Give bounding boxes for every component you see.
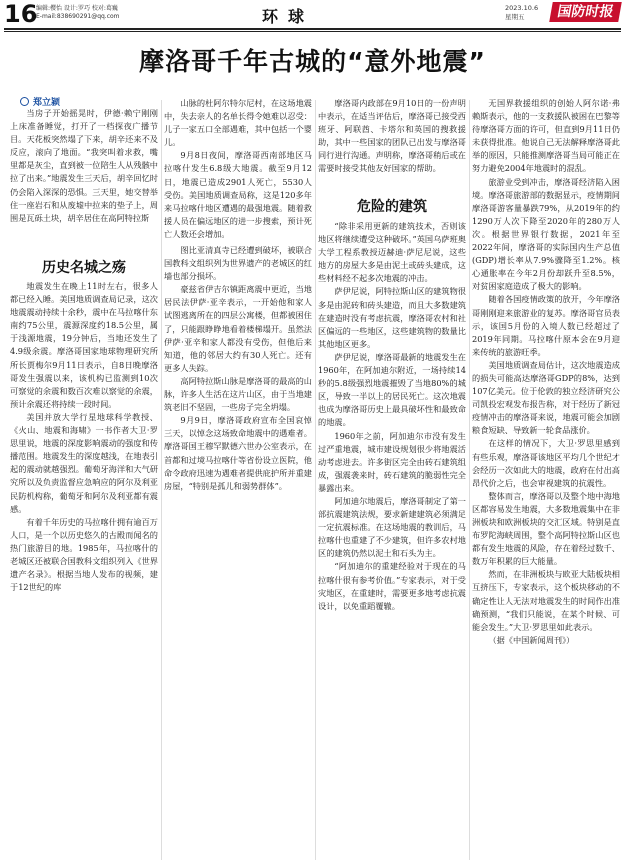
page-number: 16 — [4, 0, 38, 28]
author-name: 郑立颍 — [33, 98, 61, 108]
paragraph: 整体而言，摩洛哥以及整个地中海地区都容易发生地震，大多数地震集中在非洲板块和欧洲板块的交汇区域。特别是直布罗陀海峡周围，整个高阿特拉斯山区也都有发生地震的风险，存在着经过数千、数万年积累的巨大能量。 — [472, 490, 620, 567]
newspaper-logo: 国防时报 — [549, 2, 622, 22]
paragraph: 高阿特拉斯山脉是摩洛哥的最高的山脉，许多人生活在这片山区，由于当地建筑老旧不坚固，一些房子完全坍塌。 — [164, 375, 312, 413]
column-2-body — [164, 244, 312, 860]
paragraph: 阿加迪尔地震后，摩洛哥制定了第一部抗震建筑法规，要求新建建筑必须满足一定抗震标准。在这场地震的教训后，马拉喀什也重建了不少建筑，但许多农村地区的建筑仍然以泥土和石头为主。 — [318, 495, 466, 559]
header-rule — [4, 28, 621, 30]
paragraph: 美国地质调查局估计，这次地震造成的损失可能高达摩洛哥GDP的8%，达到107亿美元。位于伦敦的独立经济研究公司凯投宏观发布报告称，对于经历了新冠疫情冲击的摩洛哥来说，地震可能会加剧粮食短缺、导致新一轮食品涨价。 — [472, 359, 620, 436]
editor-line: 编辑:樱怡 设计:罗巧 校对:葛巍 — [36, 5, 118, 12]
column-3-body — [318, 220, 466, 860]
column-2-top — [164, 97, 312, 239]
paragraph: 有着千年历史的马拉喀什拥有逾百万人口，是一个以历史悠久的古殿而闻名的热门旅游目的地。1985年，马拉喀什的老城区还被联合国教科文组织列入《世界遗产名录》。根据当地人发布的视频，建于12世纪的库 — [10, 516, 158, 593]
paragraph: 无国界救援组织的创始人阿尔诺·弗赖斯表示，他的一支救援队被困在巴黎等待摩洛哥方面的许可，但直到9月11日仍未获得批准。他说自己无法解释摩洛哥此举的原因，只能推测摩洛哥当局可能正在努力避免2004年地震时的混乱。 — [472, 98, 620, 174]
weekday-line: 星期五 — [505, 13, 525, 21]
paragraph: 地震发生在晚上11时左右，很多人都已经入睡。美国地质调查局记录，这次地震震动持续十余秒，震中在马拉喀什东南约75公里，震源深度约18.5公里，属于浅源地震，19分钟后，当地还发生了4.9级余震。摩洛哥国家地球物理研究所所长贾梅尔9月11日表示，自8日晚摩洛哥发生强震以来，该机构已监测到10次可察觉的余震和数百次难以察觉的余震，预计余震还将持续一段时间。 — [10, 281, 158, 409]
column-3-top — [318, 97, 466, 189]
paragraph: 摩洛哥内政部在9月10日的一份声明中表示，在适当评估后，摩洛哥已接受西班牙、阿联酋、卡塔尔和英国的搜救援助，其中一些国家的团队已出发与摩洛哥同行进行沟通。声明称，摩洛哥稍后或在需要时接受其他友好国家的帮助。 — [318, 98, 466, 174]
paragraph: 萨伊尼说，摩洛哥最新的地震发生在1960年，在阿加迪尔附近，一场持续14秒的5.8级强烈地震摧毁了当地80%的城区，导致一半以上的居民死亡。这次地震也成为摩洛哥历史上最具破坏性和最致命的地震。 — [318, 351, 466, 428]
editorial-credits — [36, 5, 120, 21]
paragraph: 山脉的杜阿尔特尔尼村，在这场地震中，失去亲人的名单长得令她难以忍受：儿子一家五口全部遇难，其中包括一个婴儿。 — [164, 98, 312, 148]
column-1-body — [10, 280, 158, 860]
column-divider — [315, 100, 316, 860]
column-4-body — [472, 97, 620, 860]
column-1-top — [10, 107, 158, 252]
paragraph: 1960年之前，阿加迪尔市没有发生过严重地震，城市建设规划很少将地震活动考虑进去。许多街区完全由砖石建筑组成，强震袭来时，砖石建筑的脆弱性完全暴露出来。 — [318, 430, 466, 493]
paragraph: 9月8日夜间，摩洛哥西南部地区马拉喀什发生6.8级大地震。截至9月12日，地震已造成2901人死亡，5530人受伤。美国地质调查局称，这是120多年来马拉喀什地区遭遇的最强地震。随着救援人员在偏远地区的进一步搜索，预计死亡人数还会增加。 — [164, 150, 312, 239]
paragraph: 9月9日，摩洛哥政府宣布全国哀悼三天，以悼念这场致命地震中的遇难者。摩洛哥国王穆罕默德六世办公室表示，在首都和过境马拉喀什等省份设立医院，他命令政府迅速为遇难者提供庇护所并重建房屋，“特别是孤儿和弱势群体”。 — [164, 415, 312, 491]
paragraph: “除非采用更新的建筑技术，否则该地区将继续遭受这种破坏。”英国乌萨班奥大学工程系教授迈赫迪·萨尼尼说，这些地方的房屋大多是由泥土或砖头建成，这些材料经不起多次地震的冲击。 — [318, 221, 466, 284]
email-line: E-mail:838690291@qq.com — [36, 13, 120, 20]
paragraph: “阿加迪尔的重建经验对于现在的马拉喀什很有参考价值。”专家表示，对于受灾地区，在重建时，需要更多地考虑抗震设计，以免重蹈覆辙。 — [318, 561, 466, 611]
section-title: 环球 — [262, 7, 315, 26]
paragraph: 当房子开始摇晃时，伊德·赖宁刚刚上床准备睡觉，打开了一档探夜广播节目。天花板突然塌了下来，胡辛还来不及反应，滚向了地面。“我突叫着求救，嘴里都是灰尘，直到被一位陪生人从残骸中拉了出来。”地震发生三天后，胡辛回忆时仍会陷入深深的恐惧。三天里，她交替举住一座岩石和从废墟中拉来的垫子上，周围是瓦砾土块，胡辛居住在高阿特拉斯 — [10, 108, 158, 223]
date-line: 2023.10.6 — [505, 4, 539, 12]
paragraph: 萨伊尼说，阿特拉斯山区的建筑物很多是由泥砖和砖头建造，而且大多数建筑在建造时没有考虑抗震，摩洛哥农村和社区偏远的一些地区，这些建筑物的数量比其他地区更多。 — [318, 286, 466, 349]
paragraph: （据《中国新闻周刊》） — [488, 634, 575, 645]
paragraph: 然而，在非洲板块与欧亚大陆板块相互挤压下，专家表示，这个板块移动的不确定性让人无法对地震发生的时间作出准确预测，“我们只能说，在某个时候、可能会发生。”大卫·罗思里如此表示。 — [472, 569, 620, 632]
column-divider — [469, 100, 470, 860]
issue-date — [505, 4, 538, 22]
paragraph: 图比亚清真寺已经遭到破坏，被联合国教科文组织列为世界遗产的老城区的红墙也部分损坏。 — [164, 245, 312, 282]
column-divider — [161, 100, 162, 860]
paragraph: 豪兹省伊吉尔镇距离震中更近，当地居民法伊萨·亚辛表示，一开始他和家人试图逃离所在的四层公寓楼，但都被困住了，只能跟睁睁地看着楼梯塌开。虽然法伊萨·亚辛和家人都没有受伤，但他后来知道，他的邻居大约有30人死亡。还有更多人失踪。 — [164, 284, 312, 373]
paragraph: 随着各国疫情政策的放开，今年摩洛哥刚刚迎来旅游业的复苏。摩洛哥官员表示，该国5月份的入境人数已经超过了2019年同期。马拉喀什原本会在9月迎来传统的旅游旺季。 — [472, 294, 620, 357]
subheading-history: 历史名城之殇 — [42, 260, 126, 276]
author-icon — [20, 97, 29, 106]
article-title: 摩洛哥千年古城的“意外地震” — [139, 47, 486, 76]
paragraph: 旅游业受到冲击，摩洛哥经济陷入困境。摩洛哥旅游部的数据显示，疫情期间摩洛哥游客量暴跌79%，从2019年的约1290万人次下降至2020年的280万人次。根据世界银行数据，2021年至2022年间，摩洛哥的实际国内生产总值(GDP)增长率从7.9%骤降至1.2%。核心通胀率在今年2月份却跃升至8.5%，对贫困家庭造成了极大的影响。 — [472, 176, 620, 292]
subheading-buildings: 危险的建筑 — [357, 199, 427, 215]
page-header — [0, 0, 625, 28]
paragraph: 美国并放大学行星地球科学教授、《火山、地震和海啸》一书作者大卫·罗思里说，地震的深度影响震动的强度和传播范围。地震发生的深度越浅，在地表引起的震动就越强烈。葡萄牙海洋和大气研究所以及负责监督应急响应的阿尔及利亚民防机构称，葡萄牙和阿尔及利亚都有震感。 — [10, 411, 158, 514]
header-rule-thin — [4, 31, 621, 32]
paragraph: 在这样的情况下，大卫·罗思里感到有些乐观，摩洛哥该地区平均几个世纪才会经历一次如此大的地震，政府在付出高昂代价之后，也会审视建筑的抗震性。 — [472, 438, 620, 488]
